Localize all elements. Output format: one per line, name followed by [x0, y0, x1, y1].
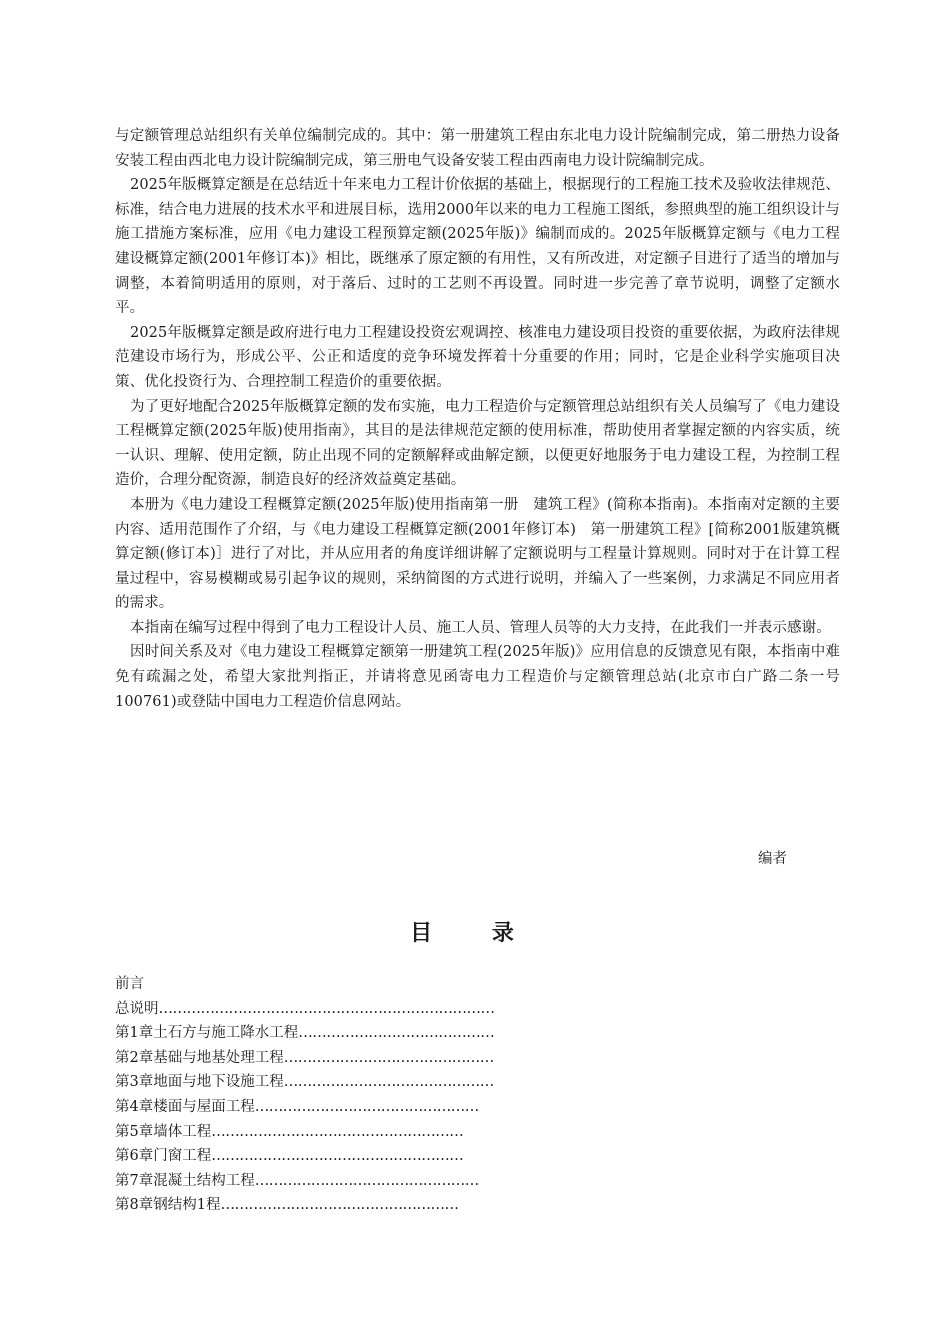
- toc-entry-preface[interactable]: [115, 972, 555, 997]
- toc-entry-chapter-1[interactable]: [115, 1021, 555, 1046]
- preface-paragraph-1: 与定额管理总站组织有关单位编制完成的。其中：第一册建筑工程由东北电力设计院编制完成，第二册热力设备安装工程由西北电力设计院编制完成，第三册电气设备安装工程由西南电力设计院编制完成。: [115, 128, 840, 169]
- toc-entry-label: 第7章混凝土结构工程: [115, 1172, 255, 1189]
- preface-paragraph-3: 2025年版概算定额是政府进行电力工程建设投资宏观调控、核准电力建设项目投资的重要依据，为政府法律规范建设市场行为，形成公平、公正和适度的竞争环境发挥着十分重要的作用；同时，它是企业科学实施项目决策、优化投资行为、合理控制工程造价的重要依据。: [115, 324, 840, 390]
- preface-paragraph-7: 因时间关系及对《电力建设工程概算定额第一册建筑工程(2025年版)》应用信息的反馈意见有限，本指南中难免有疏漏之处，希望大家批判指正，并请将意见函寄电力工程造价与定额管理总站(北京市白广路二条一号100761)或登陆中国电力工程造价信息网站。: [115, 644, 840, 710]
- toc-entry-chapter-7[interactable]: [115, 1169, 555, 1194]
- toc-entry-leader: ……………………………………: [298, 1025, 495, 1042]
- preface-body: [115, 124, 840, 714]
- toc-entry-chapter-3[interactable]: [115, 1070, 555, 1095]
- preface-paragraph-6: 本指南在编写过程中得到了电力工程设计人员、施工人员、管理人员等的大力支持，在此我们一并表示感谢。: [130, 619, 831, 636]
- toc-entry-leader: ………………………………………………: [211, 1148, 464, 1165]
- toc-entry-label: 前言: [115, 976, 144, 992]
- toc-entry-chapter-8[interactable]: [115, 1193, 555, 1218]
- toc-entry-leader: ………………………………………………: [211, 1123, 464, 1140]
- toc-title: 目 录: [410, 920, 540, 946]
- table-of-contents: [115, 972, 555, 1218]
- toc-entry-label: 第8章钢结构1程: [115, 1197, 221, 1214]
- toc-entry-leader: ………………………………………………………………: [158, 1000, 495, 1017]
- preface-paragraph-4: 为了更好地配合2025年版概算定额的发布实施，电力工程造价与定额管理总站组织有关人员编写了《电力建设工程概算定额(2025年版)使用指南》，其目的是法律规范定额的使用标准，帮助使用者掌握定额的内容实质，统一认识、理解、使用定额，防止出现不同的定额解释或曲解定额，以便更好地服务于电力建设工程，为控制工程造价，合理分配资源，制造良好的经济效益奠定基础。: [115, 398, 840, 489]
- toc-entry-leader: ……………………………………………: [220, 1197, 459, 1214]
- toc-entry-leader: …………………………………………: [254, 1098, 479, 1115]
- toc-entry-chapter-2[interactable]: [115, 1046, 555, 1071]
- toc-entry-chapter-5[interactable]: [115, 1120, 555, 1145]
- preface-paragraph-5: 本册为《电力建设工程概算定额(2025年版)使用指南第一册 建筑工程》(简称本指南)。本指南对定额的主要内容、适用范围作了介绍，与《电力建设工程概算定额(2001年修订本) 第一册建筑工程》[简称2001版建筑概算定额(修订本)］进行了对比，并从应用者的角度详细讲解了定额说明与工程量计算规则。同时对于在计算工程量过程中，容易模糊或易引起争议的规则，采纳简图的方式进行说明，并编入了一些案例，力求满足不同应用者的需求。: [115, 496, 840, 612]
- toc-entry-label: 总说明: [115, 1000, 159, 1017]
- toc-entry-label: 第4章楼面与屋面工程: [115, 1098, 255, 1115]
- toc-entry-chapter-6[interactable]: [115, 1144, 555, 1169]
- toc-entry-label: 第5章墙体工程: [115, 1123, 212, 1140]
- preface-paragraph-2: 2025年版概算定额是在总结近十年来电力工程计价依据的基础上，根据现行的工程施工技术及验收法律规范、标准，结合电力进展的技术水平和进展目标，选用2000年以来的电力工程施工图纸，参照典型的施工组织设计与施工措施方案标准，应用《电力建设工程预算定额(2025年版)》编制而成的。2025年版概算定额与《电力工程建设概算定额(2001年修订本)》相比，既继承了原定额的有用性，又有所改进，对定额子目进行了适当的增加与调整，本着简明适用的原则，对于落后、过时的工艺则不再设置。同时进一步完善了章节说明，调整了定额水平。: [115, 177, 840, 317]
- toc-entry-leader: ………………………………………: [283, 1074, 494, 1091]
- toc-entry-leader: …………………………………………: [254, 1172, 479, 1189]
- toc-entry-chapter-4[interactable]: [115, 1095, 555, 1120]
- toc-entry-general[interactable]: [115, 997, 555, 1022]
- toc-entry-label: 第6章门窗工程: [115, 1148, 212, 1165]
- toc-entry-label: 第2章基础与地基处理工程: [115, 1049, 284, 1066]
- preface-signature: 编者: [758, 851, 787, 867]
- toc-entry-leader: ………………………………………: [283, 1049, 494, 1066]
- toc-entry-label: 第1章土石方与施工降水工程: [115, 1025, 299, 1042]
- toc-entry-label: 第3章地面与地下设施工程: [115, 1074, 284, 1091]
